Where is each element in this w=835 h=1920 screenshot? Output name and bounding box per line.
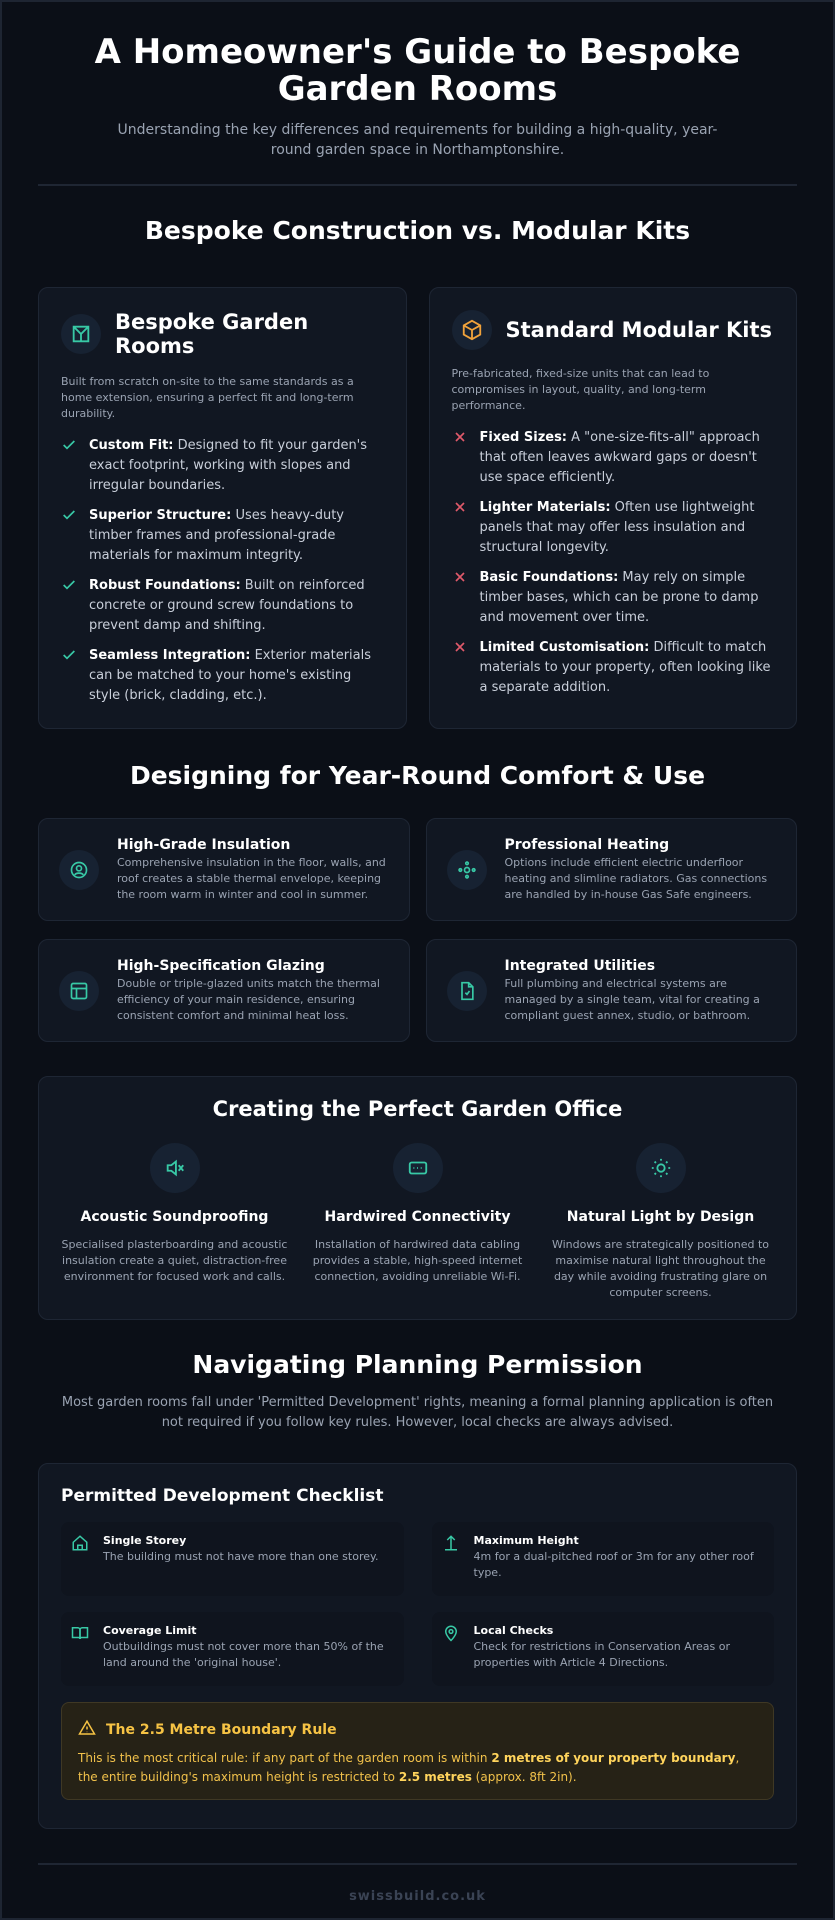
office-item-title: Acoustic Soundproofing bbox=[80, 1209, 269, 1225]
check-icon bbox=[61, 646, 77, 706]
feature-desc: Comprehensive insulation in the floor, walls, and roof creates a stable thermal envelope, keeping the room warm in winter and cool in summer. bbox=[117, 855, 386, 901]
planning-description: Most garden rooms fall under 'Permitted Development' rights, meaning a formal planning application is often not required if you follow key rules. However, local checks are always advised. bbox=[61, 1395, 774, 1430]
checklist-item-desc: Check for restrictions in Conservation Areas or properties with Article 4 Directions. bbox=[473, 1640, 731, 1669]
footer-divider bbox=[38, 1863, 797, 1865]
checklist-item-desc: Outbuildings must not cover more than 50% of the land around the 'original house'. bbox=[103, 1640, 384, 1669]
checklist-item-desc: The building must not have more than one storey. bbox=[103, 1550, 379, 1563]
office-item bbox=[539, 1143, 782, 1301]
checklist-item bbox=[61, 1522, 404, 1596]
bespoke-title: Bespoke Garden Rooms bbox=[115, 310, 309, 358]
heating-icon bbox=[447, 850, 487, 890]
list-item: Fixed Sizes: A "one-size-fits-all" approach that often leaves awkward gaps or doesn't use space efficiently. bbox=[452, 428, 775, 488]
cross-icon bbox=[452, 638, 468, 698]
document-icon bbox=[447, 971, 487, 1011]
checklist-title: Permitted Development Checklist bbox=[61, 1486, 384, 1506]
modular-list bbox=[452, 428, 775, 698]
list-item: Lighter Materials: Often use lightweight panels that may offer less insulation and structural longevity. bbox=[452, 498, 775, 558]
warning-icon bbox=[78, 1719, 96, 1741]
page-subtitle: Understanding the key differences and requirements for building a high-quality, year-round garden space in Northamptonshire. bbox=[117, 122, 718, 158]
office-item-desc: Installation of hardwired data cabling provides a stable, high-speed internet connection, avoiding unreliable Wi-Fi. bbox=[312, 1238, 523, 1283]
warning-text: This is the most critical rule: if any part of the garden room is within 2 metres of your property boundary, the entire building's maximum height is restricted to 2.5 metres (approx. 8ft 2in). bbox=[78, 1751, 740, 1784]
feature-title: Integrated Utilities bbox=[504, 957, 656, 974]
modular-description: Pre-fabricated, fixed-size units that can lead to compromises in layout, quality, and long-term performance. bbox=[451, 367, 710, 412]
office-item bbox=[296, 1143, 539, 1301]
feature-card bbox=[38, 939, 410, 1042]
footer-link[interactable]: swissbuild.co.uk bbox=[349, 1889, 486, 1904]
feature-title: Professional Heating bbox=[504, 836, 670, 853]
modular-title: Standard Modular Kits bbox=[505, 318, 773, 342]
office-item-desc: Specialised plasterboarding and acoustic insulation create a quiet, distraction-free environment for focused work and calls. bbox=[61, 1238, 288, 1283]
warning-title: The 2.5 Metre Boundary Rule bbox=[106, 1722, 337, 1738]
list-item: Basic Foundations: May rely on simple timber bases, which can be prone to damp and movement over time. bbox=[452, 568, 775, 628]
feature-desc: Full plumbing and electrical systems are managed by a single team, vital for creating a compliant guest annex, studio, or bathroom. bbox=[504, 976, 760, 1022]
office-panel bbox=[38, 1076, 797, 1320]
feature-card bbox=[426, 818, 798, 921]
office-item bbox=[53, 1143, 296, 1301]
sun-icon bbox=[636, 1143, 686, 1193]
office-item-title: Natural Light by Design bbox=[566, 1209, 755, 1225]
book-icon bbox=[71, 1624, 89, 1674]
height-arrow-icon bbox=[442, 1534, 460, 1584]
list-item: Robust Foundations: Built on reinforced concrete or ground screw foundations to prevent damp and shifting. bbox=[61, 576, 384, 636]
speaker-mute-icon bbox=[150, 1143, 200, 1193]
check-icon bbox=[61, 436, 77, 496]
checklist-item-title: Maximum Height bbox=[473, 1534, 579, 1547]
list-item: Seamless Integration: Exterior materials can be matched to your home's existing style (brick, cladding, etc.). bbox=[61, 646, 384, 706]
office-title: Creating the Perfect Garden Office bbox=[212, 1097, 623, 1121]
insulation-icon bbox=[59, 850, 99, 890]
cross-icon bbox=[452, 568, 468, 628]
feature-card bbox=[426, 939, 798, 1042]
check-icon bbox=[61, 576, 77, 636]
house-icon bbox=[71, 1534, 89, 1584]
checklist-panel bbox=[38, 1463, 797, 1829]
planning-title: Navigating Planning Permission bbox=[192, 1350, 643, 1379]
modular-card bbox=[429, 287, 798, 729]
page-title: A Homeowner's Guide to Bespoke Garden Rooms bbox=[94, 32, 741, 109]
checklist-item-title: Coverage Limit bbox=[103, 1624, 197, 1637]
comparison-row bbox=[2, 287, 833, 729]
cross-icon bbox=[452, 428, 468, 488]
checklist-item-title: Local Checks bbox=[473, 1624, 554, 1637]
comparison-title: Bespoke Construction vs. Modular Kits bbox=[144, 216, 691, 245]
checklist-item-title: Single Storey bbox=[103, 1534, 187, 1547]
bespoke-description: Built from scratch on-site to the same standards as a home extension, ensuring a perfect fit and long-term durability. bbox=[61, 375, 354, 420]
cube-outline-icon bbox=[61, 314, 101, 354]
feature-card bbox=[38, 818, 410, 921]
cross-icon bbox=[452, 498, 468, 558]
checklist-item bbox=[432, 1612, 775, 1686]
box-icon bbox=[452, 310, 492, 350]
feature-desc: Options include efficient electric underfloor heating and slimline radiators. Gas connections are handled by in-house Gas Safe engineers. bbox=[504, 855, 768, 901]
checklist-item bbox=[432, 1522, 775, 1596]
map-pin-icon bbox=[442, 1624, 460, 1674]
warning-box bbox=[61, 1702, 774, 1800]
check-icon bbox=[61, 506, 77, 566]
list-item: Custom Fit: Designed to fit your garden's exact footprint, working with slopes and irregular boundaries. bbox=[61, 436, 384, 496]
office-item-title: Hardwired Connectivity bbox=[324, 1209, 511, 1225]
checklist-item bbox=[61, 1612, 404, 1686]
bespoke-card bbox=[38, 287, 407, 729]
list-item: Superior Structure: Uses heavy-duty timber frames and professional-grade materials for maximum integrity. bbox=[61, 506, 384, 566]
feature-title: High-Specification Glazing bbox=[117, 957, 325, 974]
ethernet-icon bbox=[393, 1143, 443, 1193]
checklist-item-desc: 4m for a dual-pitched roof or 3m for any other roof type. bbox=[473, 1550, 754, 1579]
feature-title: High-Grade Insulation bbox=[117, 836, 291, 853]
list-item: Limited Customisation: Difficult to match materials to your property, often looking like a separate addition. bbox=[452, 638, 775, 698]
window-icon bbox=[59, 971, 99, 1011]
feature-desc: Double or triple-glazed units match the thermal efficiency of your main residence, ensuring consistent comfort and minimal heat loss. bbox=[117, 976, 380, 1022]
comfort-grid bbox=[2, 818, 833, 1042]
office-item-desc: Windows are strategically positioned to maximise natural light throughout the day while avoiding frustrating glare on computer screens. bbox=[551, 1238, 770, 1299]
bespoke-list bbox=[61, 436, 384, 706]
header bbox=[2, 2, 833, 160]
comfort-title: Designing for Year-Round Comfort & Use bbox=[129, 761, 706, 790]
header-divider bbox=[38, 184, 797, 186]
